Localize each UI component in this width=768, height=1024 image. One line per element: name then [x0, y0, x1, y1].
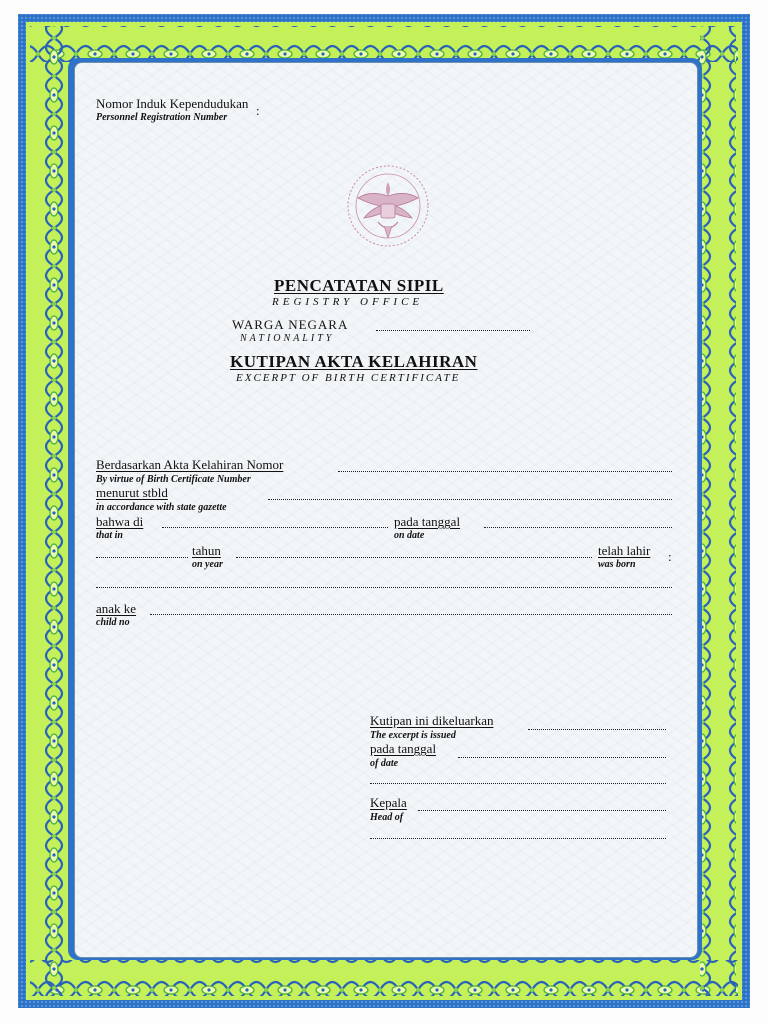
nationality-field[interactable] — [376, 330, 530, 331]
issued-place-field[interactable] — [528, 729, 666, 730]
date-label: pada tanggal — [394, 514, 461, 529]
office-title: PENCATATAN SIPIL — [274, 276, 444, 295]
issue-date-label: pada tanggal — [370, 741, 437, 756]
day-month-field[interactable] — [96, 557, 188, 558]
head-label-en: Head of — [370, 812, 404, 823]
child-no-label-en: child no — [96, 617, 130, 628]
act-number-label-en: By virtue of Birth Certificate Number — [96, 474, 251, 485]
year-label: tahun — [192, 543, 221, 558]
gazette-field[interactable] — [268, 499, 672, 500]
gazette-label: menurut stbld — [96, 485, 168, 500]
act-number-label: Berdasarkan Akta Kelahiran Nomor — [96, 457, 284, 472]
issue-date-field[interactable] — [458, 757, 666, 758]
act-number-field[interactable] — [338, 471, 672, 472]
gazette-label-en: in accordance with state gazette — [96, 502, 227, 513]
issued-label-en: The excerpt is issued — [370, 730, 456, 741]
year-label-en: on year — [192, 559, 223, 570]
garuda-emblem-icon — [340, 160, 436, 252]
nik-label: Nomor Induk Kependudukan — [96, 96, 249, 111]
year-field[interactable] — [236, 557, 592, 558]
signature-line[interactable] — [370, 838, 666, 839]
child-name-field[interactable] — [96, 587, 672, 588]
place-label-en: that in — [96, 530, 123, 541]
date-label-en: on date — [394, 530, 425, 541]
head-of-field[interactable] — [418, 810, 666, 811]
nationality-label-en: NATIONALITY — [240, 333, 335, 344]
place-label: bahwa di — [96, 514, 144, 529]
head-label: Kepala — [370, 795, 407, 810]
place-field[interactable] — [162, 527, 388, 528]
born-colon: : — [668, 549, 672, 564]
issued-label: Kutipan ini dikeluarkan — [370, 713, 494, 728]
nik-label-en: Personnel Registration Number — [96, 112, 228, 123]
issue-date-label-en: of date — [370, 758, 399, 769]
born-label: telah lahir — [598, 543, 651, 558]
date-field[interactable] — [484, 527, 672, 528]
issue-date-field-2[interactable] — [370, 783, 666, 784]
born-label-en: was born — [598, 559, 636, 570]
document-title-en: EXCERPT OF BIRTH CERTIFICATE — [236, 372, 461, 384]
child-no-label: anak ke — [96, 601, 137, 616]
nik-colon: : — [256, 103, 260, 118]
document-title: KUTIPAN AKTA KELAHIRAN — [230, 352, 478, 371]
nationality-label: WARGA NEGARA — [232, 317, 349, 332]
office-title-en: REGISTRY OFFICE — [272, 296, 424, 308]
child-no-field[interactable] — [150, 614, 672, 615]
